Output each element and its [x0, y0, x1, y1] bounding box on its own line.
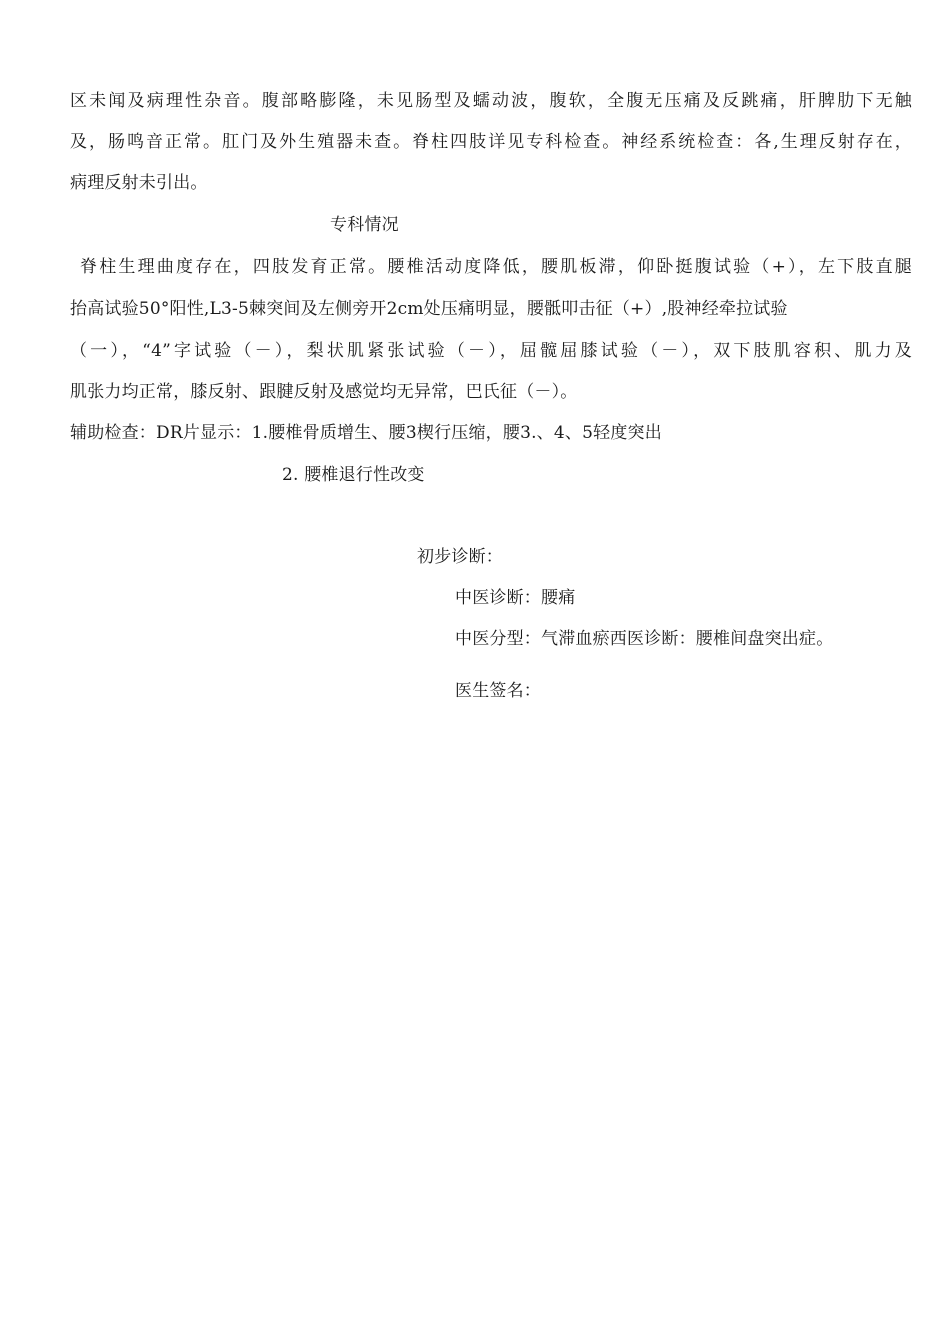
exam-line-2: 及，肠鸣音正常。肛门及外生殖器未查。脊柱四肢详见专科检查。神经系统检查：各,生理反射存在， — [70, 132, 912, 152]
specialty-line-4: 肌张力均正常，膝反射、跟腱反射及感觉均无异常，巴氏征（－）。 — [70, 382, 578, 402]
auxiliary-exam-line-1: 辅助检查：DR片显示：1.腰椎骨质增生、腰3楔行压缩，腰3.、4、5轻度突出 — [70, 423, 662, 443]
tcm-diagnosis: 中医诊断：腰痛 — [455, 588, 576, 608]
exam-line-1: 区未闻及病理性杂音。腹部略膨隆，未见肠型及蠕动波，腹软，全腹无压痛及反跳痛，肝脾肋下无触 — [70, 91, 912, 111]
doctor-signature-label: 医生签名： — [455, 681, 541, 701]
auxiliary-exam-line-2: 2. 腰椎退行性改变 — [282, 465, 425, 485]
specialty-line-1: 脊柱生理曲度存在，四肢发育正常。腰椎活动度降低，腰肌板滞，仰卧挺腹试验（+），左下肢直腿 — [80, 257, 912, 277]
tcm-type-and-western-diagnosis: 中医分型：气滞血瘀西医诊断：腰椎间盘突出症。 — [455, 629, 834, 649]
specialty-heading: 专科情况 — [330, 215, 399, 235]
exam-line-3: 病理反射未引出。 — [70, 173, 208, 193]
specialty-line-3: （一），“4”字试验（－），梨状肌紧张试验（－），屈髋屈膝试验（－），双下肢肌容积、肌力及 — [70, 341, 912, 361]
specialty-line-2: 抬高试验50°阳性,L3-5棘突间及左侧旁开2cm处压痛明显，腰骶叩击征（+）,股神经牵拉试验 — [70, 299, 788, 319]
diagnosis-heading: 初步诊断： — [417, 547, 503, 567]
